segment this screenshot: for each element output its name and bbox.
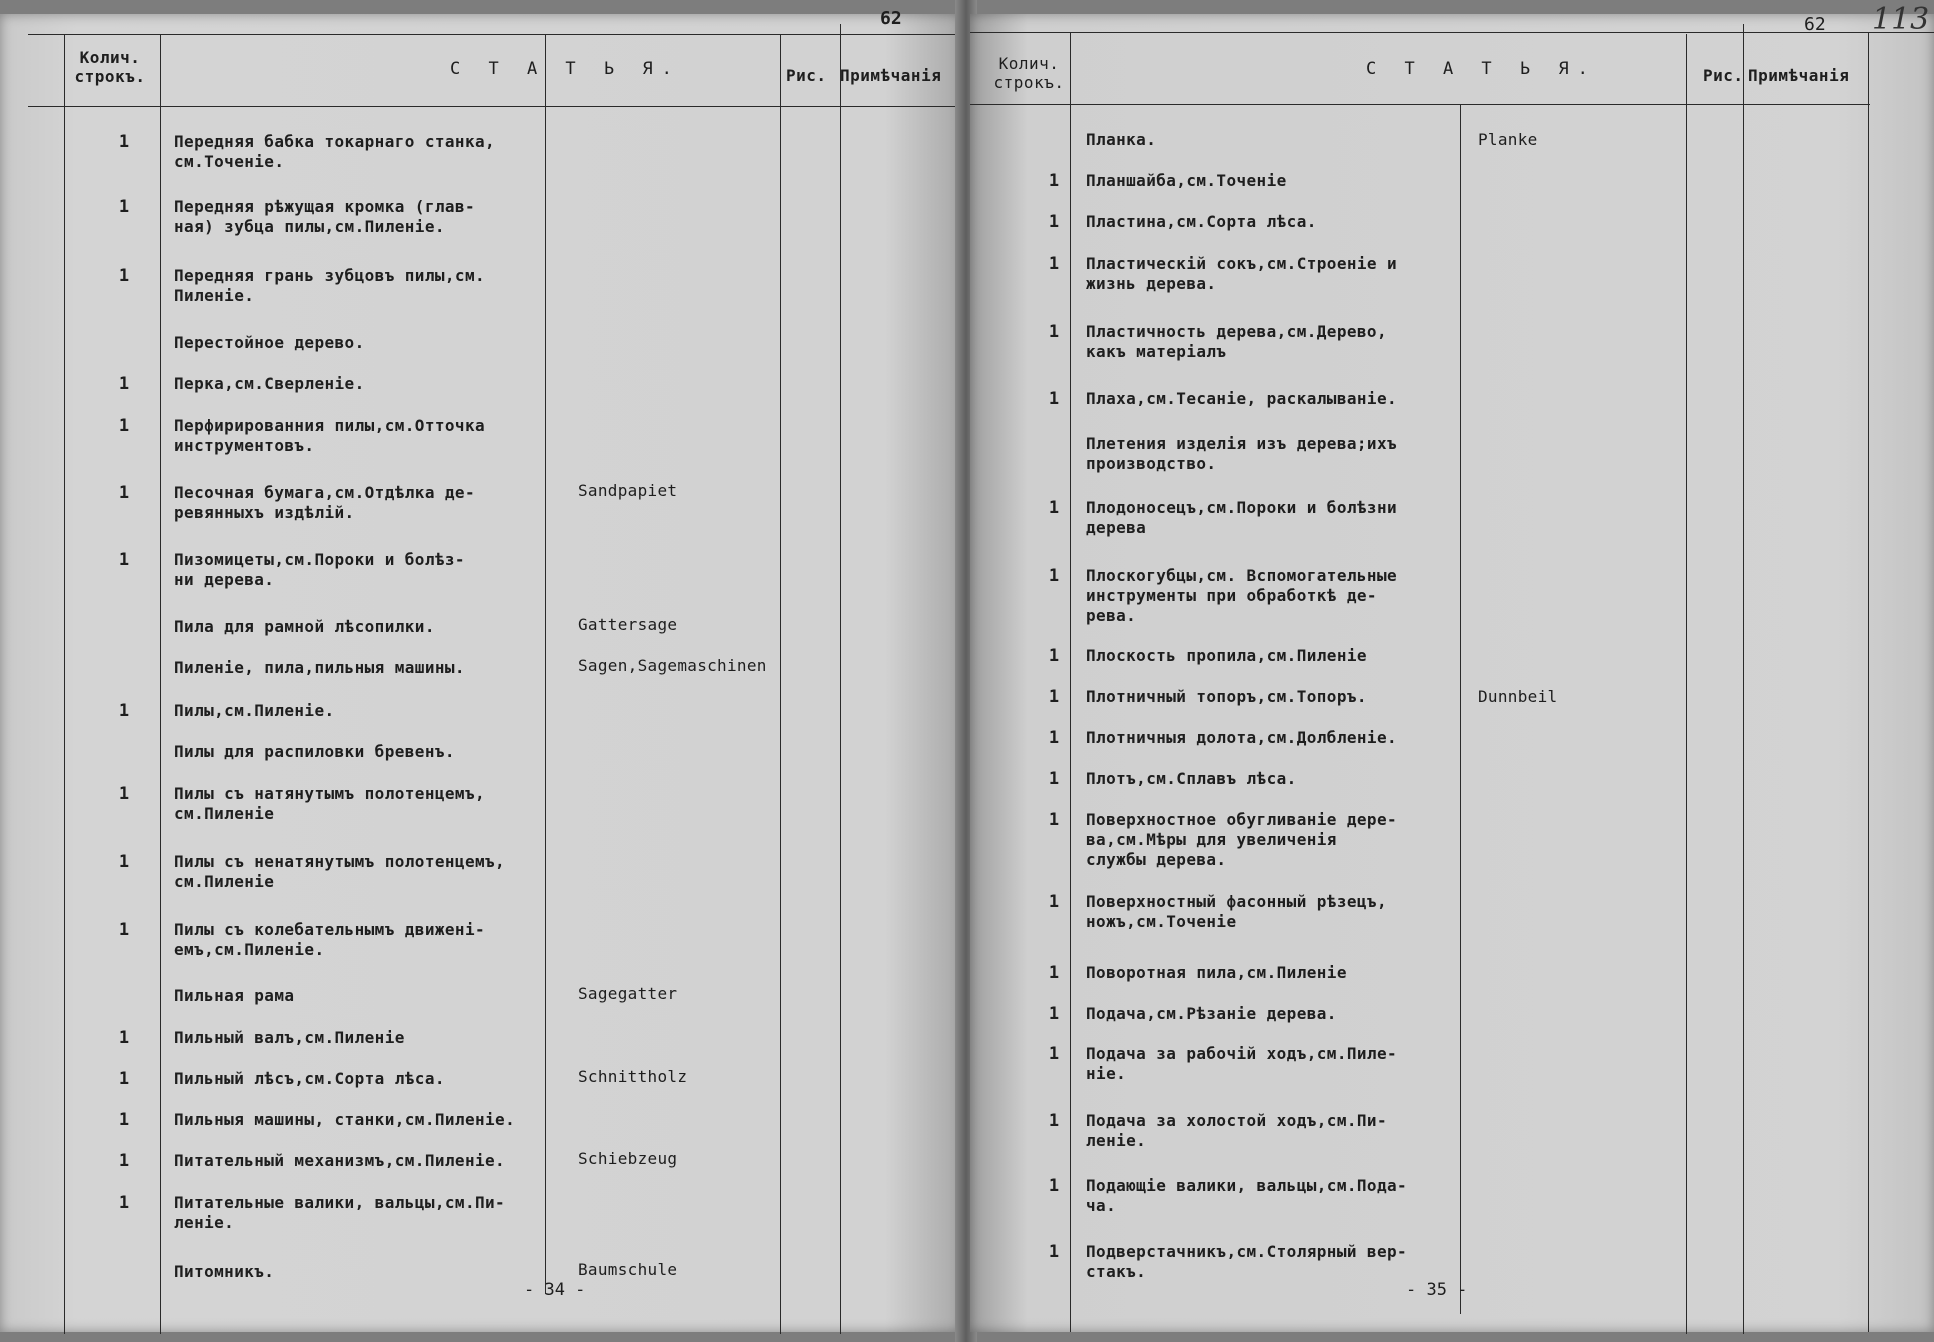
- article-term: Поворотная пила,см.Пиленіе: [1086, 963, 1347, 982]
- article-term: Передняя рѣжущая кромка (глав- ная) зубца пилы,см.Пиленіе.: [174, 197, 475, 236]
- article-term: Питомникъ.: [174, 1262, 275, 1281]
- article-term: Питательные валики, вальцы,см.Пи- леніе.: [174, 1193, 506, 1232]
- row-count: 1: [1048, 566, 1060, 586]
- row-count: 1: [118, 550, 130, 570]
- row-count: 1: [118, 483, 130, 503]
- row-count: 1: [1048, 1111, 1060, 1131]
- page-top-number: 62: [880, 8, 902, 29]
- article-term: Перестойное дерево.: [174, 333, 365, 352]
- german-term: Sagen,Sagemaschinen: [578, 656, 767, 675]
- article-term: Пильный валъ,см.Пиленіе: [174, 1028, 405, 1047]
- article-term: Подача за рабочій ходъ,см.Пиле- ніе.: [1086, 1044, 1398, 1083]
- article-term: Пилы съ колебательнымъ движені- емъ,см.Пиленіе.: [174, 920, 486, 959]
- column-divider: [840, 24, 841, 1334]
- row-count: 1: [1048, 389, 1060, 409]
- article-term: Плотничныя долота,см.Долбленіе.: [1086, 728, 1398, 747]
- german-term: Sandpapiet: [578, 481, 678, 500]
- article-term: Плотъ,см.Сплавъ лѣса.: [1086, 769, 1297, 788]
- article-term: Пилы съ натянутымъ полотенцемъ, см.Пиленіе: [174, 784, 486, 823]
- article-term: Передняя грань зубцовъ пилы,см. Пиленіе.: [174, 266, 486, 305]
- article-term: Подверстачникъ,см.Столярный вер- стакъ.: [1086, 1242, 1408, 1281]
- article-term: Пильная рама: [174, 986, 295, 1005]
- row-count: 1: [1048, 254, 1060, 274]
- row-count: 1: [1048, 769, 1060, 789]
- row-count: 1: [1048, 892, 1060, 912]
- column-divider: [64, 34, 65, 1334]
- column-divider: [1868, 32, 1869, 1332]
- figure-column-header: Рис.: [786, 66, 827, 85]
- article-term: Подача,см.Рѣзаніе дерева.: [1086, 1004, 1337, 1023]
- row-count: 1: [118, 1151, 130, 1171]
- page-bottom-number: - 35 -: [1406, 1280, 1468, 1300]
- article-term: Пильныя машины, станки,см.Пиленіе.: [174, 1110, 516, 1129]
- german-term: Baumschule: [578, 1260, 678, 1279]
- german-term: Schiebzeug: [578, 1149, 678, 1168]
- row-count: 1: [118, 1028, 130, 1048]
- german-term: Sagegatter: [578, 984, 678, 1003]
- article-term: Пилы съ ненатянутымъ полотенцемъ, см.Пиленіе: [174, 852, 506, 891]
- article-term: Плодоносецъ,см.Пороки и болѣзни дерева: [1086, 498, 1398, 537]
- article-term: Подача за холостой ходъ,см.Пи- леніе.: [1086, 1111, 1387, 1150]
- german-term: Schnittholz: [578, 1067, 688, 1086]
- article-term: Плоскость пропила,см.Пиленіе: [1086, 646, 1367, 665]
- notes-column-header: Примѣчанія: [840, 66, 942, 85]
- column-divider: [545, 34, 546, 1294]
- row-count: 1: [118, 1193, 130, 1213]
- article-term: Плоскогубцы,см. Вспомогательные инструменты при обработкѣ де- рева.: [1086, 566, 1398, 625]
- row-count: 1: [118, 266, 130, 286]
- german-term: Gattersage: [578, 615, 678, 634]
- row-count: 1: [118, 701, 130, 721]
- article-term: Пиленіе, пила,пильныя машины.: [174, 658, 465, 677]
- article-term: Поверхностное обугливаніе дере- ва,см.Мѣры для увеличенія службы дерева.: [1086, 810, 1398, 869]
- row-count: 1: [118, 920, 130, 940]
- header-rule: [28, 106, 962, 107]
- row-count: 1: [118, 416, 130, 436]
- row-count: 1: [1048, 1044, 1060, 1064]
- article-column-header: С Т А Т Ь Я.: [450, 59, 681, 79]
- article-term: Планка.: [1086, 130, 1157, 149]
- row-count: 1: [1048, 171, 1060, 191]
- article-term: Перка,см.Сверленіе.: [174, 374, 365, 393]
- column-divider: [780, 34, 781, 1334]
- article-term: Пилы для распиловки бревенъ.: [174, 742, 455, 761]
- article-term: Передняя бабка токарнаго станка, см.Точеніе.: [174, 132, 496, 171]
- article-term: Пластическій сокъ,см.Строеніе и жизнь дерева.: [1086, 254, 1398, 293]
- row-count: 1: [1048, 498, 1060, 518]
- page-top-number: 62: [1804, 14, 1826, 35]
- column-divider: [1743, 24, 1744, 1334]
- left-page: [0, 8, 962, 1332]
- figure-column-header: Рис.: [1703, 66, 1744, 85]
- article-term: Перфирированния пилы,см.Отточка инструментовъ.: [174, 416, 486, 455]
- count-column-header: Колич. строкъ.: [74, 48, 146, 86]
- row-count: 1: [1048, 212, 1060, 232]
- row-count: 1: [118, 1110, 130, 1130]
- german-term: Planke: [1478, 130, 1538, 149]
- article-term: Пила для рамной лѣсопилки.: [174, 617, 435, 636]
- article-term: Песочная бумага,см.Отдѣлка де- ревянныхъ издѣлій.: [174, 483, 475, 522]
- row-count: 1: [1048, 1004, 1060, 1024]
- article-term: Питательный механизмъ,см.Пиленіе.: [174, 1151, 506, 1170]
- row-count: 1: [118, 374, 130, 394]
- right-page: [970, 2, 1934, 1332]
- article-term: Плотничный топоръ,см.Топоръ.: [1086, 687, 1367, 706]
- top-rule: [970, 32, 1934, 33]
- article-term: Пластина,см.Сорта лѣса.: [1086, 212, 1317, 231]
- row-count: 1: [1048, 728, 1060, 748]
- row-count: 1: [1048, 322, 1060, 342]
- handwritten-folio-number: 113: [1872, 2, 1930, 37]
- top-rule: [28, 34, 962, 35]
- article-term: Пилы,см.Пиленіе.: [174, 701, 335, 720]
- row-count: 1: [118, 1069, 130, 1089]
- row-count: 1: [118, 784, 130, 804]
- article-term: Подающіе валики, вальцы,см.Пода- ча.: [1086, 1176, 1408, 1215]
- article-term: Пластичность дерева,см.Дерево, какъ матеріалъ: [1086, 322, 1387, 361]
- row-count: 1: [1048, 963, 1060, 983]
- article-term: Планшайба,см.Точеніе: [1086, 171, 1287, 190]
- article-term: Плетения изделія изъ дерева;ихъ производство.: [1086, 434, 1398, 473]
- row-count: 1: [1048, 646, 1060, 666]
- column-divider: [1686, 34, 1687, 1334]
- row-count: 1: [1048, 1242, 1060, 1262]
- row-count: 1: [1048, 687, 1060, 707]
- header-rule: [970, 104, 1870, 105]
- article-term: Плаха,см.Тесаніе, раскалываніе.: [1086, 389, 1398, 408]
- row-count: 1: [118, 132, 130, 152]
- count-column-header: Колич. строкъ.: [993, 54, 1065, 92]
- row-count: 1: [118, 852, 130, 872]
- column-divider: [160, 34, 161, 1334]
- notes-column-header: Примѣчанія: [1748, 66, 1850, 85]
- article-term: Поверхностный фасонный рѣзецъ, ножъ,см.Точеніе: [1086, 892, 1387, 931]
- article-term: Пизомицеты,см.Пороки и болѣз- ни дерева.: [174, 550, 465, 589]
- row-count: 1: [1048, 1176, 1060, 1196]
- row-count: 1: [118, 197, 130, 217]
- article-term: Пильный лѣсъ,см.Сорта лѣса.: [174, 1069, 445, 1088]
- column-divider: [1460, 104, 1461, 1314]
- page-bottom-number: - 34 -: [524, 1280, 586, 1300]
- german-term: Dunnbeil: [1478, 687, 1558, 706]
- article-column-header: С Т А Т Ь Я.: [1366, 59, 1597, 79]
- row-count: 1: [1048, 810, 1060, 830]
